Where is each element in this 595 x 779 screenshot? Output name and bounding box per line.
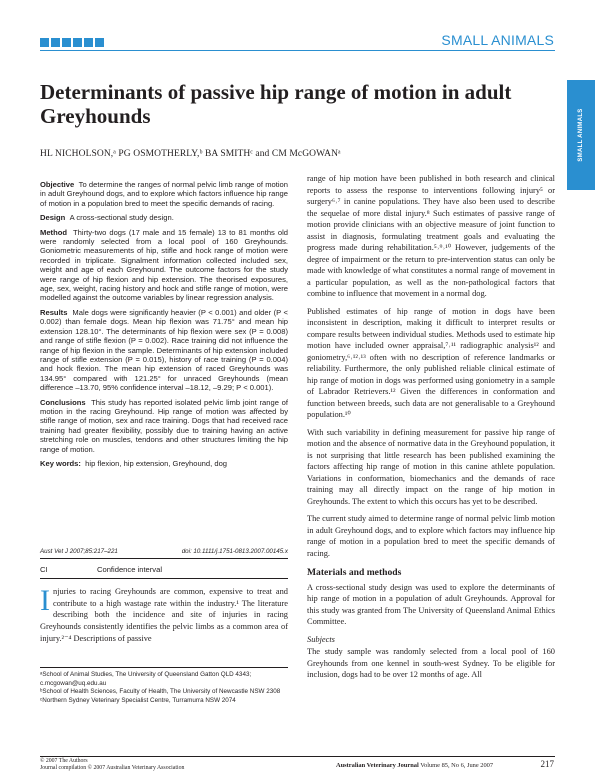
header-rule [40, 50, 555, 51]
results-label: Results [40, 307, 68, 317]
header-square [84, 38, 93, 47]
footer-journal [336, 762, 493, 769]
abbreviation-value: Confidence interval [97, 565, 163, 574]
conclusions-label: Conclusions [40, 397, 86, 407]
header-square [62, 38, 71, 47]
journal-name: Australian Veterinary Journal [336, 762, 419, 769]
header-square [40, 38, 49, 47]
footnote-c: ᶜNorthern Sydney Veterinary Specialist Centre, Turramurra NSW 2074 [40, 696, 236, 704]
method-label: Method [40, 227, 67, 237]
design-label: Design [40, 213, 66, 223]
keywords-text: hip flexion, hip extension, Greyhound, dog [85, 458, 228, 468]
section-label: SMALL ANIMALS [441, 32, 554, 48]
abstract-rule [40, 558, 288, 559]
objective-label: Objective [40, 180, 75, 189]
affiliation-footnotes [40, 671, 288, 705]
abstract-design [40, 213, 288, 222]
footer-rule [40, 756, 555, 757]
design-text: A cross-sectional study design. [69, 213, 174, 223]
intro-text: njuries to racing Greyhounds are common, expensive to treat and contribute to a high wastage rate within the industry.¹ The literature describing both the incidence and site of injuries in racing Greyhounds consistently identifies the pelvic limbs as a common area of injury.²⁻⁴ Descriptions of passive [40, 587, 288, 643]
header-squares [40, 38, 104, 47]
drop-cap: I [40, 584, 50, 617]
side-tab-label: SMALL ANIMALS [578, 108, 584, 162]
abbreviation-key: CI [40, 565, 48, 574]
article-title: Determinants of passive hip range of motion in adult Greyhounds [40, 80, 512, 128]
keywords-label: Key words: [40, 458, 81, 468]
journal-issue: Volume 85, No 6, June 2007 [420, 762, 494, 769]
header-square [73, 38, 82, 47]
objective-text: To determine the ranges of normal pelvic limb range of motion in adult Greyhound dogs, and to explore which factors influence hip range of motion in a population bred to meet the specific demands of racing. [40, 180, 288, 208]
header-square [95, 38, 104, 47]
body-paragraph: A cross-sectional study design was used to explore the determinants of hip range of motion in a population of adult Greyhounds. Approval for this study was granted from The University of Queensland Animal Ethics Committee. [307, 582, 555, 626]
footnote-b: ᵇSchool of Health Sciences, Faculty of Health, The University of Newcastle NSW 2308 [40, 688, 281, 696]
journal-citation: Aust Vet J 2007;85:217–221 [40, 548, 118, 555]
body-paragraph: range of hip motion have been published in both research and clinical reports to assess the response to interventions following injury⁵ or surgery⁶˒⁷ in canine populations. They have also been used to describe the sequelae of more distal injury.⁸ Such estimates of passive range of motion provide clinicians with an objective measure of joint function to assist in diagnosis, formulating treatment goals and evaluating the progress made during rehabilitation.⁵˒⁹˒¹⁰ However, judgements of the degree of impairment or the return to pre-intervention status can only be made with knowledge of what constitutes a normal range of movement in a particular population, as well as the non-pathological factors that combine to influence that movement in a normal dog. [307, 174, 555, 298]
body-paragraph: With such variability in defining measurement for passive hip range of motion and the absence of normative data in the Greyhound population, it is not surprising that little research has been published examining the factors affecting hip range of motion in this canine athlete population. Variations in conformation, biomechanics and the demands of race training may all directly impact on the range of hip motion in Greyhounds. The extent to which this occurs has yet to be described. [307, 427, 555, 506]
doi-link[interactable]: doi: 10.1111/j.1751-0813.2007.00145.x [181, 548, 288, 555]
subsection-heading-subjects: Subjects [307, 634, 335, 644]
conclusions-text: This study has reported isolated pelvic limb joint range of motion in the racing Greyhound. Hip range of motion was affected by stifle range of motion, sex and race training. Dogs that had received race training had greater flexibility, possibly due to training having an active stretching role on muscles, tendons and other structures limiting the hip range of motion. [40, 397, 288, 454]
body-paragraph: Published estimates of hip range of motion in dogs have been inconsistent in description, making it difficult to interpret results or compare results between individual studies. Methods used to estimate hip motion have included owner appraisal,⁷˒¹¹ radiographic analysis¹² and goniometry,⁶˒¹²˒¹³ often with no description of reference landmarks or reliability. Furthermore, the only published reliable clinical estimate of hip range of motion in dogs was performed using goniometry in a sample of Labrador Retrievers.¹² Given the differences in conformation and function between breeds, such data are not generalisable to a Greyhound population.¹⁰ [307, 306, 555, 419]
abbreviation-rule [40, 578, 288, 579]
abstract-conclusions [40, 398, 288, 454]
page-number: 217 [540, 759, 554, 769]
abstract-keywords [40, 459, 288, 468]
abbreviation-row [40, 565, 162, 574]
section-heading-materials: Materials and methods [307, 567, 402, 578]
header-square [51, 38, 60, 47]
abstract [40, 180, 288, 473]
method-text: Thirty-two dogs (17 male and 15 female) 13 to 81 months old were randomly selected from a local pool of 160 Greyhounds. Goniometric measurements of hip, stifle and hock range of motion were recorded in triplicate. Signalment information collected included sex, weight and age of each Greyhound. The outcome factors for the study were range of hip flexion and hip extension. The theorised exposures, age, sex, weight, racing history and hock and stifle range of motion, were modelled against the outcome variables by linear regression analysis. [40, 227, 288, 303]
right-column [307, 173, 555, 687]
footnote-a: ᵃSchool of Animal Studies, The University of Queensland Gatton QLD 4343; c.mcgowan@uq.edu.au [40, 671, 252, 687]
compilation-line: Journal compilation © 2007 Australian Veterinary Association [40, 765, 185, 772]
footer-copyright [40, 758, 184, 773]
intro-paragraph [40, 586, 288, 645]
author-list: HL NICHOLSON,ᵃ PG OSMOTHERLY,ᵇ BA SMITHᶜ and CM McGOWANᵃ [40, 149, 341, 159]
citation-row [40, 548, 288, 555]
footnote-rule [40, 667, 288, 668]
results-text: Male dogs were significantly heavier (P < 0.001) and older (P < 0.002) than female dogs. Mean hip flexion was 71.75° and mean hip extension 128.10°. The determinants of hip flexion were sex (P = 0.008) and range of stifle flexion (P = 0.002). Race training did not influence the range of hip flexion in the sample. Determinants of hip extension included range of stifle extension (P = 0.015), history of race training (P = 0.004) and hock flexion. The mean hip extension of raced Greyhounds was 134.95° compared with 121.25° for unraced Greyhounds (mean difference –13.70, 95% confidence interval –18.12, –9.29; P < 0.001). [40, 307, 288, 393]
abstract-results [40, 308, 288, 393]
body-paragraph: The current study aimed to determine range of normal pelvic limb motion in adult Greyhound dogs, and to explore which factors may influence hip range of motion in a population bred to meet the specific demands of racing. [307, 514, 555, 558]
abstract-method [40, 228, 288, 303]
body-paragraph: The study sample was randomly selected from a local pool of 160 Greyhounds from one kennel in south-west Sydney. To be eligible for inclusion, dogs had to be over 12 months of age. All [307, 647, 555, 679]
copyright-line: © 2007 The Authors [40, 758, 88, 764]
abstract-objective [40, 180, 288, 208]
side-tab [567, 80, 595, 190]
